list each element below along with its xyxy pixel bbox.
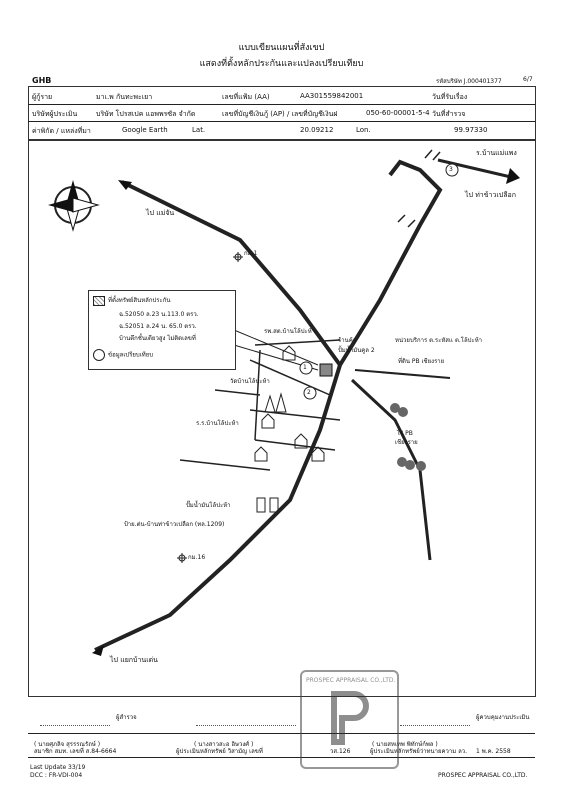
road-east-side: [355, 370, 450, 378]
chief-signature: [400, 725, 470, 726]
label-hospital: รพ.สต.บ้านโล้ปะห้า: [264, 328, 316, 335]
surveyor-role: ผู้สำรวจ: [116, 714, 137, 721]
owner-value: มาเ.พ กันทะพะเยา: [96, 93, 153, 101]
page-number: 6/7: [523, 76, 533, 83]
collateral-swatch-icon: [93, 296, 105, 306]
approver-no: วส.126: [330, 748, 351, 755]
marker-2-label: 2: [307, 389, 311, 396]
legend-row1: ที่ตั้งทรัพย์สินหลักประกัน: [108, 297, 171, 304]
lon-label: Lon.: [356, 126, 371, 134]
marker-1-label: 1: [303, 364, 307, 371]
legend-row4: บ้านตึกชั้นเดียวสูง ไม่ติดเลขที่: [119, 335, 196, 342]
dcc-code: DCC : FR-VDI-004: [30, 772, 83, 779]
label-gas: ปั๊มน้ำมันโล้ปะห้า: [186, 502, 231, 509]
surveyor-signature: [40, 725, 110, 726]
account-value: 050-60-00001-5-4: [366, 109, 430, 117]
collateral-property-icon: [320, 364, 332, 376]
label-bus: ป้าย.ต่น-บ้านท่าข้าวเปลือก (ทล.1209): [124, 521, 225, 528]
label-shop: ร้านค้า: [338, 337, 357, 344]
date-survey-label: วันที่สำรวจ: [432, 110, 466, 118]
doc-title: แบบเขียนแผนที่สังเขป: [238, 43, 325, 53]
comparison-circle-icon: [93, 349, 105, 361]
owner-label: ผู้กู้ราย: [32, 93, 53, 101]
label-school: ร.ร.บ้านโล้ปะห้า: [196, 420, 239, 427]
legend-row3: ฉ.52051 ล.24 น. 65.0 ตรว.: [119, 323, 197, 330]
legend-row2: ฉ.52050 ล.23 น.113.0 ตรว.: [119, 311, 199, 318]
label-temple: วัดบ้านโล้ปะห้า: [230, 378, 270, 385]
company-label: บริษัทผู้ประเมิน: [32, 110, 78, 118]
company-stamp-logo: [300, 670, 399, 769]
temple-icon: [265, 394, 286, 412]
marker-3-label: 3: [449, 166, 453, 173]
surveyor-name: ( นายศุภลิจ สุรรรณรัถษ์ ): [34, 741, 101, 748]
approver-name: ( นางสาวสะอ อิษวงศ์ ): [194, 741, 254, 748]
label-to-maekhenden: ไป แยกบ้านเด่น: [110, 656, 158, 664]
collateral-value: AA301559842001: [300, 92, 364, 100]
date-received-label: วันที่รับเรื่อง: [432, 93, 468, 101]
collateral-label: เลขที่แฟ้ม (AA): [222, 93, 270, 101]
label-km16: กม.16: [188, 554, 206, 561]
sign-date: 1 พ.ค. 2558: [476, 748, 511, 755]
legend-row5: ข้อมูลเปรียบเทียบ: [108, 351, 154, 359]
last-update: Last Update 33/19: [30, 764, 86, 771]
chief-org: ผู้ประเมินหลักทรัพย์ว่าทนายความ ลว.: [370, 748, 468, 755]
map-legend: [88, 290, 236, 370]
lon-value: 99.97330: [454, 126, 488, 134]
label-pb: ไร่ PB: [397, 430, 413, 437]
chief-name: ( นายสหเทพ พิทักษ์ก์พล ): [372, 741, 438, 748]
stamp-text: PROSPEC APPRAISAL CO.,LTD.: [306, 677, 396, 684]
coord-label: ค่าพิกัด / แหล่งที่มา: [32, 127, 91, 135]
label-shop2: ปั้มน้ำมันคูล 2: [338, 347, 375, 354]
label-ban-maephang: ร.บ้านแม่แพง: [476, 149, 517, 157]
label-to-thakhao: ไป ท่าข้าวเปลือก: [465, 191, 516, 199]
chief-role: ผู้ควบคุมงานประเมิน: [476, 714, 530, 721]
footer-company: PROSPEC APPRAISAL CO.,LTD.: [438, 772, 528, 779]
label-km1: กม.1: [244, 250, 258, 257]
approver-role: ผู้ประเมินหลักทรัพย์ วิสามัญ เลขที่: [176, 748, 263, 755]
label-to-maechan: ไป แม่จัน: [146, 209, 175, 217]
approver-signature: [196, 725, 296, 726]
ref-number: รหัสบริษัท J.000401377: [436, 78, 502, 85]
label-pb2: เชียงราย: [395, 439, 418, 446]
label-govt-office: หน่วยบริการ ต.ระหัสเเ ต.โล้ปะห้า: [395, 337, 483, 344]
ghb-logo: GHB: [32, 76, 52, 85]
company-value: บริษัท โปรสเปค แอพพรซัล จำกัด: [96, 110, 196, 118]
gas-station-icon: [257, 498, 278, 512]
coord-source: Google Earth: [122, 126, 168, 134]
surveyor-id: สมาชิก สมท. เลขที่ ส.84-6664: [34, 748, 117, 755]
lat-label: Lat.: [192, 126, 206, 134]
north-arrow-icon: [48, 180, 98, 230]
label-pb-land: ที่ดิน PB เชียงราย: [398, 358, 445, 365]
lat-value: 20.09212: [300, 126, 334, 134]
account-label: เลขที่บัญชีเงินกู้ (AP) / เลขที่บัญชีเงินฝ: [222, 110, 338, 118]
doc-subtitle: แสดงที่ตั้งหลักประกันและแปลงเปรียบเทียบ: [199, 59, 364, 69]
